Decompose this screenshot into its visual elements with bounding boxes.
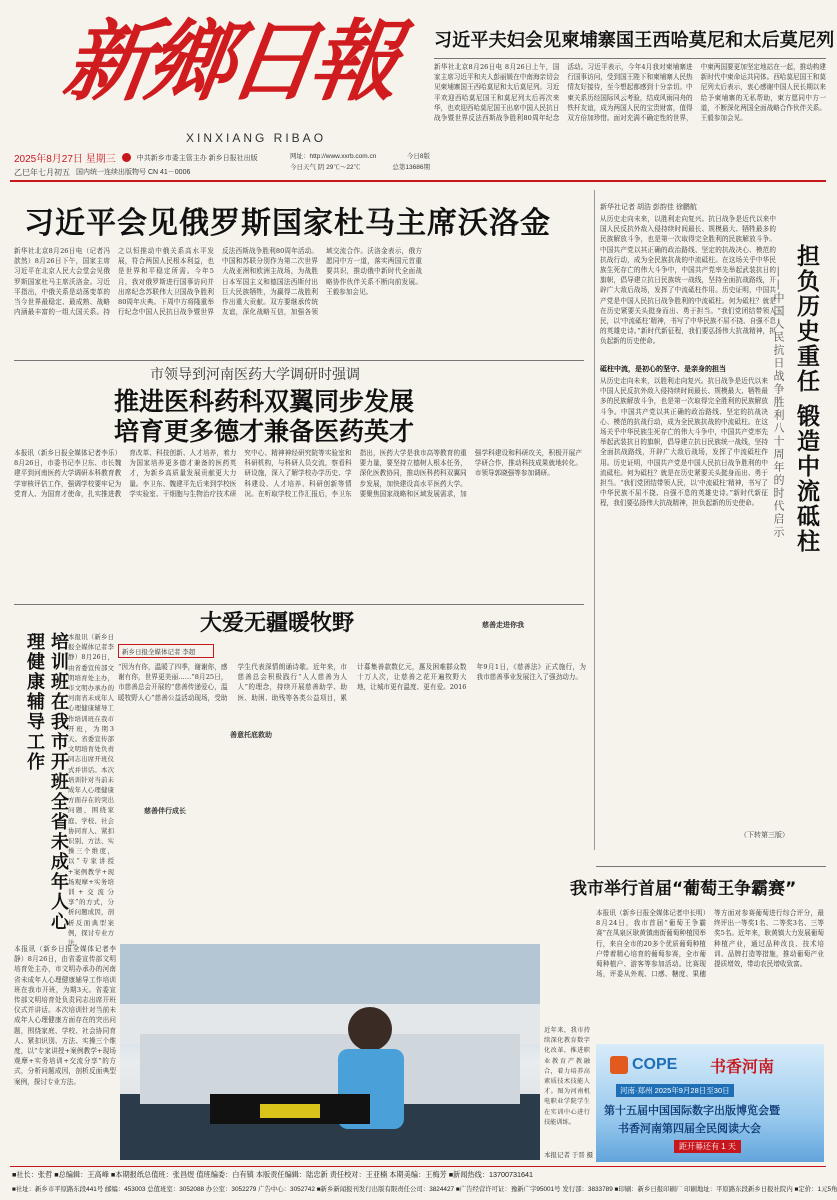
- lead-main-headline: 习近平会见俄罗斯国家杜马主席沃洛金: [24, 206, 551, 241]
- page-count: 今日8版: [406, 153, 430, 160]
- training-body-cont: 本报讯（新乡日报全媒体记者李静）8月26日，由省委宣传部文明培育处主办，市文明办承办的河南省未成年人心理健康辅导工作培训班在我市开班，为期3天。省委宣传部文明培育处负责同志出席开班仪式并讲话。本次培训针对当前未成年人心理健康方面存在的突出问题，围绕家庭、学校、社会协同育人、紧扣识别、方法、实操三个维度，以“专家讲授+案例教学+现场观摩+实务培训+交流分享”的方式，分析问题成因，剖析反面典型案例，探讨专业方法。: [14, 945, 116, 1086]
- border-subhead-1: 善意托底救助: [230, 732, 272, 739]
- sidebar-byline: 新华社记者 胡浩 彭韵佳 徐鹏航: [600, 204, 697, 211]
- divider: [596, 866, 826, 867]
- photo-caption: 近年来，我市持续深化教育数字化改革，推进职业教育产教融合，着力培养高素质技术技能人才。图为河南机电职业学院学生在实训中心进行技能训练。: [544, 1027, 590, 1126]
- footer-line-2: ■社址：新乡市平原路东段441号 邮编：453003 总值班室：3052088 办公室：3052279 广告中心：3052742 ■新乡新闻报刊发行出版有限责任公司：3824427 ■广告经营许可证：豫新广字95001号 发行部：3833789 ■印刷：新乡日报印刷厂 印刷地址：平原路东段新乡日报社院内 ■定价：1元5角: [12, 1186, 837, 1193]
- border-body: “因为有你，温暖了四季，谢谢你，感谢有你，世界更美丽……”8月25日，市慈善总会开展的“慈善传递爱心，温暖牧野人心”慈善公益活动现场，受助学生代表深情朗诵诗歌。近年来，市慈善总会积极践行“人人慈善为人人”的理念，持续开展慈善助学、助医、助困、助残等各类公益项目，累计募集善款数亿元，惠及困难群众数十万人次，让慈善之花开遍牧野大地，让城市更有温度、更有爱。2016年9月1日，《慈善法》正式施行，为我市慈善事业发展注入了强劲动力。: [118, 663, 586, 702]
- training-body: 本报讯（新乡日报全媒体记者李静）8月26日，由省委宣传部文明培育处主办，市文明办承办的河南省未成年人心理健康辅导工作培训班在我市开班，为期3天。省委宣传部文明培育处负责同志出席开班仪式并讲话。本次培训针对当前未成年人心理健康方面存在的突出问题，围绕家庭、学校、社会协同育人、紧扣识别、方法、实操三个维度，以“专家讲授+案例教学+现场观摩+实务培训+交流分享”的方式，分析问题成因，剖析反面典型案例，探讨专业方法。: [68, 633, 114, 948]
- training-headline: 培训班在我市开班全省未成年人心理健康辅导工作: [24, 632, 69, 932]
- grape-headline: 我市举行首届“葡萄王争霸赛”: [570, 879, 797, 899]
- border-kicker-box: [118, 644, 214, 658]
- border-headline: 大爱无疆暖牧野: [200, 611, 355, 636]
- weather: 今日天气 阴 29℃～22℃: [290, 164, 361, 171]
- ad-brand-right: 书香河南: [710, 1057, 775, 1076]
- sidebar-continued: （下转第三版）: [740, 832, 789, 839]
- party-emblem-icon: [122, 153, 131, 162]
- ad-line-2: 书香河南第四届全民阅读大会: [618, 1122, 761, 1135]
- border-kicker: 新乡日报全媒体记者 李超: [122, 649, 196, 656]
- ad-tagline: 河南·郑州 2025年9月28日至30日: [616, 1084, 734, 1097]
- cope-logo-icon: [610, 1056, 628, 1074]
- divider: [14, 604, 584, 605]
- lunar-date: 乙巳年七月初五: [14, 168, 70, 177]
- sidebar-body: 从历史走向未来，以胜利走向复兴。抗日战争是近代以来中国人民反抗外敌入侵持续时间最长、规模最大、牺牲最多的民族解放斗争，也是第一次取得完全胜利的民族解放斗争。中国共产党以其正确的政治路线、坚定的抗战决心、模范的抗战行动，成为全民族抗战的中流砥柱。在这场关乎中华民族生死存亡的伟大斗争中，中国共产党率先举起武装抗日的旗帜，倡导建立抗日民族统一战线，坚持全面抗战路线，开辟广大敌后战场，发挥了中流砥柱作用。历史证明，中国共产党是中国人民抗日战争胜利的中流砥柱。何为砥柱？就是在历史紧要关头挺身而出、勇于担当。“我们党团结带领人民，以‘中流砥柱’精神，书写了中华民族不屈不挠、自强不息的英雄史诗。”新时代新征程，我们要弘扬伟大抗战精神，担负起新的历史使命。: [600, 377, 768, 508]
- sidebar-subhead: ——中国人民抗日战争胜利八十周年的时代启示: [772, 266, 785, 539]
- border-subhead-2: 慈善伴行成长: [144, 808, 186, 815]
- lead-top-headline: 习近平夫妇会见柬埔寨国王西哈莫尼和太后莫尼列: [434, 30, 835, 51]
- lead-top-body: 新华社北京8月26日电 8月26日上午，国家主席习近平和夫人彭丽媛在中南海亲切会见柬埔寨国王西哈莫尼和太后莫尼列。习近平欢迎西哈莫尼国王和莫尼列太后再次来华，也欢迎西哈莫尼国王出席中国人民抗日战争暨世界反法西斯战争胜利80周年纪念活动。习近平表示，今年4月我对柬埔寨进行国事访问，受到国王陛下和柬埔寨人民热情友好接待，至今想起都感到十分亲切。中柬关系历经国际风云考验，结成风雨同舟的铁杆友谊，成为两国人民的宝贵财富，值得双方倍加珍惜。面对充满不确定性的世界，中柬两国要更加坚定地站在一起，推动构建新时代中柬命运共同体。西哈莫尼国王和莫尼列太后表示，衷心感谢中国人民长期以来给予柬埔寨的无私帮助，柬方愿同中方一道，不断深化两国全面战略合作伙伴关系。王毅参加会见。: [434, 63, 826, 123]
- sidebar-body-top: 从历史走向未来，以胜利走向复兴。抗日战争是近代以来中国人民反抗外敌入侵持续时间最长、规模最大、牺牲最多的民族解放斗争，也是第一次取得完全胜利的民族解放斗争。中国共产党以其正确的政治路线、坚定的抗战决心、模范的抗战行动，成为全民族抗战的中流砥柱。在这场关乎中华民族生死存亡的伟大斗争中，中国共产党率先举起武装抗日的旗帜，倡导建立抗日民族统一战线，坚持全面抗战路线，开辟广大敌后战场，发挥了中流砥柱作用。历史证明，中国共产党是中国人民抗日战争胜利的中流砥柱。何为砥柱？就是在历史紧要关头挺身而出、勇于担当。“我们党团结带领人民，以‘中流砥柱’精神，书写了中华民族不屈不挠、自强不息的英雄史诗。”新时代新征程，我们要弘扬伟大抗战精神，担负起新的历史使命。: [600, 215, 776, 346]
- footer-rule: [10, 1166, 826, 1167]
- cn-number: 国内统一连续出版物号 CN 41－0006: [76, 169, 191, 176]
- masthead-pages: [378, 151, 430, 171]
- ad-line-1: 第十五届中国国际数字出版博览会暨: [604, 1104, 780, 1117]
- news-photo: [120, 944, 540, 1160]
- sidebar-section: 砥柱中流，是初心的坚守、是亲身的担当: [600, 365, 726, 373]
- issue-date: 2025年8月27日 星期三: [14, 154, 116, 165]
- sidebar-headline: 担负历史重任 锻造中流砥柱: [793, 244, 819, 555]
- ad-brand-left: COPE: [632, 1056, 678, 1073]
- masthead-rule: [10, 180, 826, 182]
- divider: [14, 360, 584, 361]
- divider: [434, 58, 826, 59]
- serial-number: 总第13686期: [392, 164, 430, 171]
- photo-illustration: [120, 944, 540, 1160]
- medicine-headline-2: 培育更多德才兼备医药英才: [114, 417, 415, 446]
- border-subhead-3: 慈善走进你我: [482, 622, 524, 629]
- divider: [594, 190, 595, 850]
- lead-main-body: 新华社北京8月26日电（记者冯歆然）8月26日下午，国家主席习近平在北京人民大会堂会见俄罗斯国家杜马主席沃洛金。习近平指出，中俄关系是动荡变革的当今世界最稳定、最成熟、战略内涵最丰富的一组大国关系。持之以恒推动中俄关系高水平发展，符合两国人民根本利益，也是世界和平稳定所需。今年5月，我对俄罗斯进行国事访问并出席纪念苏联伟大卫国战争胜利80周年庆典。下周中方将隆重举行纪念中国人民抗日战争暨世界反法西斯战争胜利80周年活动。中国和苏联分别作为第二次世界大战亚洲和欧洲主战场，为战胜日本军国主义和德国法西斯付出巨大民族牺牲，为赢得二战胜利作出重大贡献。双方要继承传统友谊，深化战略互信，加强各领域交流合作。沃洛金表示，俄方愿同中方一道，落实两国元首重要共识，推动俄中新时代全面战略协作伙伴关系不断向前发展。王毅参加会见。: [14, 247, 422, 317]
- ad-countdown: 距开幕还有 1 天: [674, 1140, 741, 1153]
- medicine-body: 本报讯（新乡日报全媒体记者李乐）8月26日，市委书记李卫东、市长魏建平到河南医药大学调研本科教育教学审核评估工作，强调学校要牢记为党育人、为国育才使命，扎实推进教育改革、科技创新、人才培养，着力为国家培养更多德才兼备的医药英才，为新乡高质量发展贡献更大力量。李卫东、魏建平先后来到学校医学实验室、干细胞与生物治疗技术研究中心、精神神经研究院等实验室和科研机构，与科研人员交流，察看科研设施，深入了解学校办学历史、学科建设、人才培养、科研创新等情况。在听取学校工作汇报后，李卫东指出，医药大学是我市高等教育的重要力量，要坚持立德树人根本任务，深化医教协同，推动医科药科双翼同步发展，加快建设高水平医药大学。要聚焦国家战略和区域发展需求，加强学科建设和科研攻关，积极开展产学研合作，推动科技成果就地转化。市领导郭晓强等参加调研。: [14, 449, 582, 498]
- masthead-pinyin: XINXIANG RIBAO: [186, 131, 327, 145]
- expo-ad: [596, 1044, 824, 1162]
- grape-body: 本报讯（新乡日报全媒体记者申长明）8月24日，我市首届“葡萄王争霸赛”在凤泉区耿黄镇南街葡萄种植园举行，来自全市的20多个优质葡萄种植户带着精心培育的葡萄参赛，全市葡萄种植户、游客等参加活动。比赛现场，评委从外观、口感、糖度、果穗等方面对参赛葡萄进行综合评分，最终评出一等奖1名、二等奖3名、三等奖5名。近年来，耿黄镇大力发展葡萄种植产业，通过品种改良、技术培训、品牌打造等措施，推动葡萄产业提质增效，带动农民增收致富。: [596, 909, 824, 979]
- medicine-headline-1: 推进医科药科双翼同步发展: [114, 387, 415, 416]
- website: 网址：http://www.xxrb.com.cn: [290, 153, 377, 160]
- masthead-title: 新鄉日報: [57, 9, 401, 113]
- publisher: 中共新乡市委主管主办 新乡日报社出版: [136, 154, 258, 162]
- medicine-kicker: 市领导到河南医药大学调研时强调: [150, 367, 360, 383]
- photo-credit: 本报记者 于晋 摄: [544, 1152, 594, 1159]
- footer-line-1: ■社长：张哲 ■总编辑：王高峰 ■本期报纸总值班：张昌煜 值班编委：白有镇 本版责任编辑：陆忠新 责任校对：王亚楠 本期美编：王梅芳 ■新闻热线：13700731641: [12, 1170, 533, 1179]
